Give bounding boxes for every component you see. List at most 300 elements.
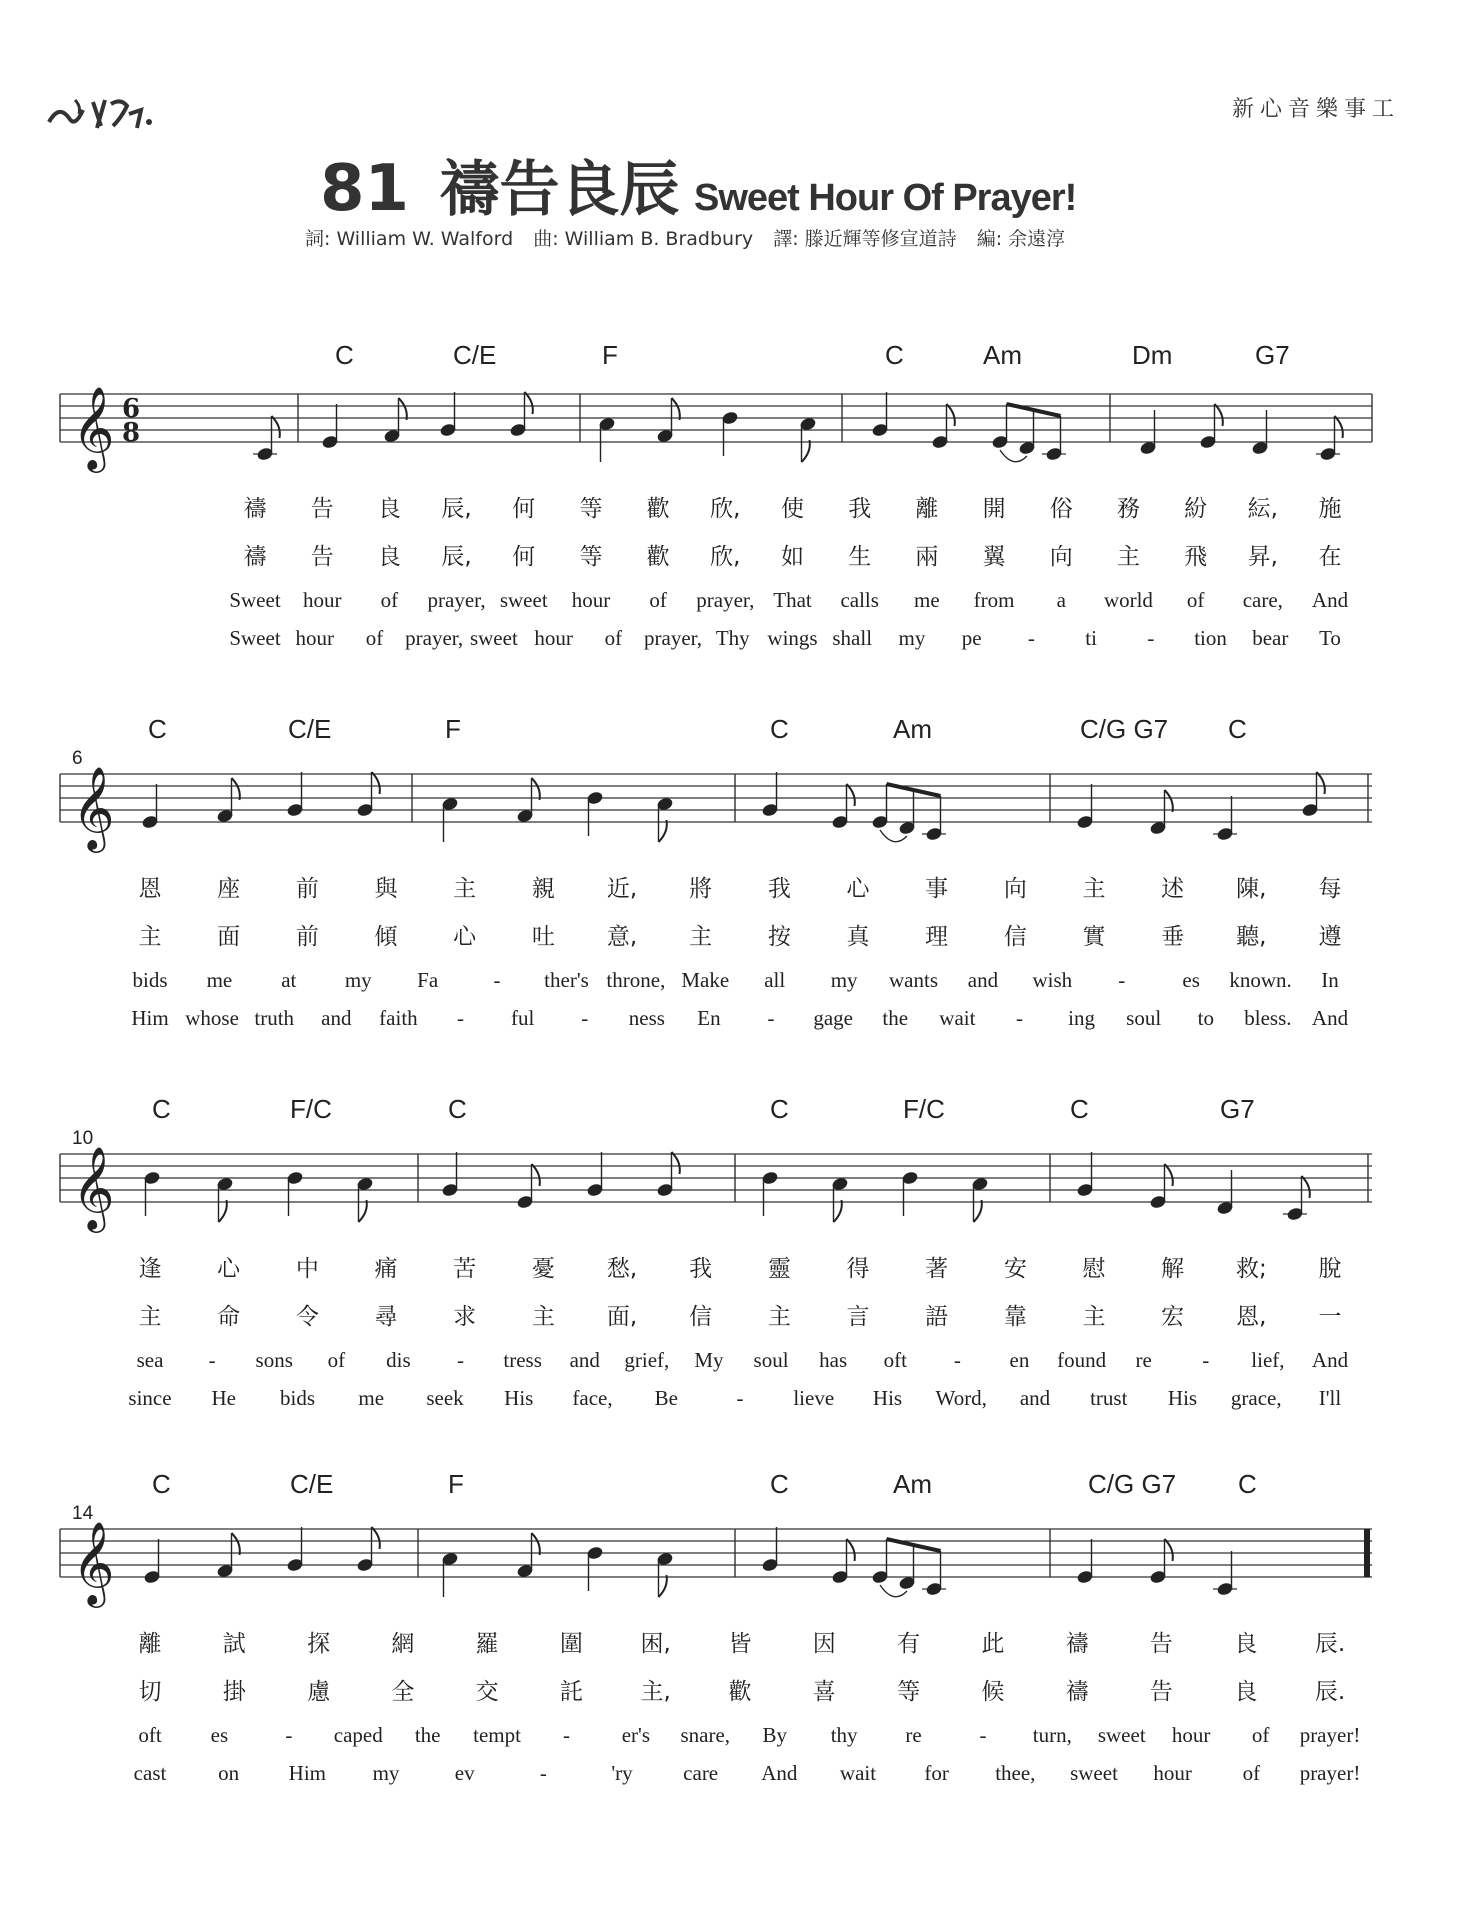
lyric-syllable: 施 xyxy=(1318,496,1342,522)
lyric-syllable: 主 xyxy=(1116,544,1140,570)
lyric-syllable: faith xyxy=(379,1006,418,1030)
lyric-syllable: 我 xyxy=(767,876,791,902)
lyric-syllable: Thy xyxy=(715,626,750,650)
chord-symbol: C/E xyxy=(288,714,332,744)
lyric-syllable: prayer, xyxy=(405,626,464,650)
lyric-syllable: sons xyxy=(255,1348,293,1372)
chord-symbol: C xyxy=(148,714,167,744)
lyric-syllable: 使 xyxy=(781,496,804,522)
lyric-syllable: - xyxy=(1202,1348,1210,1372)
lyric-syllable: my xyxy=(344,968,372,992)
note-flag xyxy=(1165,790,1173,812)
lyric-syllable: 宏 xyxy=(1161,1304,1185,1330)
lyric-syllable: sea xyxy=(136,1348,164,1372)
lyric-syllable: 紛 xyxy=(1184,496,1208,522)
lyric-syllable: 生 xyxy=(848,544,872,570)
lyric-syllable: 逢 xyxy=(138,1256,162,1282)
lyric-syllable: By xyxy=(762,1723,787,1747)
title-chinese: 禱告良辰 xyxy=(439,155,680,225)
lyrics-line xyxy=(0,1625,1470,1655)
lyric-syllable: 此 xyxy=(981,1631,1005,1657)
lyric-syllable: 主, xyxy=(640,1679,671,1705)
lyric-syllable: wish xyxy=(1032,968,1073,992)
lyric-syllable: oft xyxy=(883,1348,907,1372)
lyric-syllable: - xyxy=(1027,626,1035,650)
lyrics-line xyxy=(0,1348,1470,1378)
lyric-syllable: the xyxy=(414,1723,441,1747)
lyric-syllable: dis xyxy=(386,1348,411,1372)
lyric-syllable: 網 xyxy=(391,1631,415,1657)
lyric-syllable: grace, xyxy=(1230,1386,1282,1410)
note-flag xyxy=(532,1533,540,1555)
lyric-syllable: 等 xyxy=(897,1679,921,1705)
lyric-syllable: 告 xyxy=(1149,1679,1173,1705)
lyric-syllable: 禱 xyxy=(243,544,267,570)
lyric-syllable: 安 xyxy=(1003,1256,1027,1282)
lyric-syllable: 面 xyxy=(217,924,241,950)
lyric-syllable: and xyxy=(321,1006,352,1030)
lyric-syllable: sweet xyxy=(499,588,548,612)
lyric-syllable: ing xyxy=(1068,1006,1095,1030)
treble-clef: 𝄞 xyxy=(72,765,115,849)
lyric-syllable: Fa xyxy=(417,968,439,992)
note-flag xyxy=(399,398,407,420)
lyric-syllable: 靠 xyxy=(1003,1304,1027,1330)
lyric-syllable: 有 xyxy=(897,1631,921,1657)
lyric-syllable: Sweet xyxy=(229,626,281,650)
lyric-syllable: of xyxy=(1186,588,1205,612)
lyric-syllable: 事 xyxy=(925,876,949,902)
lyric-syllable: - xyxy=(1015,1006,1023,1030)
lyric-syllable: And xyxy=(761,1761,798,1785)
chord-symbol: C xyxy=(152,1469,171,1499)
lyrics-line xyxy=(0,626,1470,656)
lyric-syllable: 聽, xyxy=(1236,924,1267,950)
lyric-syllable: prayer! xyxy=(1299,1761,1361,1785)
lyric-syllable: 辰, xyxy=(441,496,472,522)
lyric-syllable: His xyxy=(1167,1386,1198,1410)
lyric-syllable: es xyxy=(1182,968,1200,992)
lyric-syllable: - xyxy=(979,1723,987,1747)
lyric-syllable: tion xyxy=(1194,626,1227,650)
chord-symbol: C xyxy=(770,1469,789,1499)
lyric-syllable: 向 xyxy=(1049,544,1073,570)
lyric-syllable: re xyxy=(1135,1348,1152,1372)
lyrics-line xyxy=(0,1298,1470,1328)
score-system xyxy=(0,1090,1470,1450)
lyric-syllable: lieve xyxy=(793,1386,835,1410)
lyric-syllable: 主 xyxy=(1082,1304,1106,1330)
lyric-syllable: 遵 xyxy=(1318,924,1342,950)
chord-symbol: C xyxy=(885,340,904,370)
note-flag xyxy=(659,820,667,842)
lyric-syllable: sweet xyxy=(1070,1761,1118,1785)
lyric-syllable: 一 xyxy=(1318,1304,1342,1330)
lyric-syllable: And xyxy=(1311,588,1349,612)
lyric-syllable: on xyxy=(218,1761,240,1785)
chord-symbol: C xyxy=(1070,1094,1089,1124)
lyric-syllable: 中 xyxy=(295,1256,319,1282)
lyric-syllable: 按 xyxy=(767,924,791,950)
lyric-syllable: thy xyxy=(830,1723,858,1747)
chord-symbol: C xyxy=(1228,714,1247,744)
lyric-syllable: care xyxy=(683,1761,719,1785)
credits xyxy=(305,224,1079,251)
lyric-syllable: 慰 xyxy=(1082,1256,1106,1282)
lyric-syllable: 面, xyxy=(606,1304,638,1330)
lyric-syllable: His xyxy=(872,1386,903,1410)
lyric-syllable: 良 xyxy=(1234,1679,1258,1705)
lyric-syllable: - xyxy=(539,1761,547,1785)
measure-number: 14 xyxy=(72,1503,94,1524)
lyric-syllable: Him xyxy=(131,1006,169,1030)
lyric-syllable: of xyxy=(327,1348,346,1372)
lyric-syllable: And xyxy=(1311,1006,1349,1030)
lyric-syllable: caped xyxy=(333,1723,383,1747)
lyric-syllable: of xyxy=(604,626,623,650)
lyric-syllable: 欣, xyxy=(710,544,741,570)
lyric-syllable: 如 xyxy=(781,544,804,570)
note-flag xyxy=(834,1200,842,1222)
lyric-syllable: care, xyxy=(1242,588,1283,612)
lyric-syllable: 真 xyxy=(846,924,870,950)
treble-clef: 𝄞 xyxy=(72,1145,115,1229)
lyric-syllable: thee, xyxy=(995,1761,1036,1785)
lyric-syllable: hour xyxy=(1153,1761,1192,1785)
lyric-syllable: cast xyxy=(133,1761,167,1785)
note-flag xyxy=(672,398,680,420)
lyric-syllable: hour xyxy=(1171,1723,1211,1747)
lyric-syllable: prayer, xyxy=(427,588,486,612)
lyric-syllable: His xyxy=(504,1386,534,1410)
lyric-syllable: In xyxy=(1321,968,1339,992)
lyric-syllable: 掛 xyxy=(222,1679,246,1705)
lyric-syllable: 與 xyxy=(374,876,398,902)
lyric-syllable: 親 xyxy=(531,876,555,902)
lyric-syllable: 切 xyxy=(138,1679,162,1705)
lyric-syllable: sweet xyxy=(469,626,518,650)
lyric-syllable: truth xyxy=(254,1006,295,1030)
lyric-syllable: 因 xyxy=(812,1631,836,1657)
lyric-syllable: ev xyxy=(454,1761,475,1785)
lyric-syllable: gage xyxy=(813,1006,853,1030)
note-flag xyxy=(974,1200,982,1222)
note-flag xyxy=(802,440,810,462)
lyric-syllable: wait xyxy=(839,1761,877,1785)
lyrics-line xyxy=(0,1006,1470,1036)
lyrics-line xyxy=(0,1250,1470,1280)
translator: 譯: 滕近輝等修宣道詩 xyxy=(773,228,957,250)
lyric-syllable: 痛 xyxy=(374,1256,398,1282)
lyric-syllable: 恩, xyxy=(1236,1304,1267,1330)
lyric-syllable: Sweet xyxy=(229,588,281,612)
lyric-syllable: 'ry xyxy=(611,1761,633,1785)
lyric-syllable: 欣, xyxy=(710,496,741,522)
lyrics-line xyxy=(0,1723,1470,1753)
lyric-syllable: soul xyxy=(753,1348,789,1372)
note-flag xyxy=(1335,416,1343,438)
lyric-syllable: from xyxy=(973,588,1015,612)
lyric-syllable: - xyxy=(493,968,501,992)
lyric-syllable: 苦 xyxy=(453,1256,477,1282)
lyric-syllable: 我 xyxy=(848,496,872,522)
lyric-syllable: 述 xyxy=(1161,876,1185,902)
treble-clef: 𝄞 xyxy=(72,1520,115,1604)
score-system xyxy=(0,330,1470,690)
lyric-syllable: 候 xyxy=(981,1679,1005,1705)
lyric-syllable: since xyxy=(128,1386,172,1410)
lyric-syllable: 得 xyxy=(846,1256,870,1282)
lyric-syllable: 翼 xyxy=(982,544,1006,570)
lyric-syllable: grief, xyxy=(624,1348,670,1372)
lyric-syllable: the xyxy=(882,1006,909,1030)
hymn-number: 81 xyxy=(320,152,410,226)
lyric-syllable: ther's xyxy=(544,968,589,992)
lyric-syllable: 恩 xyxy=(138,876,162,902)
lyric-syllable: me xyxy=(914,588,940,612)
chord-symbol: C/E xyxy=(453,340,497,370)
lyric-syllable: wings xyxy=(767,626,818,650)
chord-symbol: G7 xyxy=(1255,340,1290,370)
lyric-syllable: 求 xyxy=(453,1304,477,1330)
lyric-syllable: 主 xyxy=(453,876,477,902)
note-flag xyxy=(947,404,955,426)
lyric-syllable: 著 xyxy=(925,1256,949,1282)
lyrics-line xyxy=(0,1673,1470,1703)
chord-symbol: F xyxy=(602,340,618,370)
lyric-syllable: 脫 xyxy=(1318,1256,1342,1282)
lyric-syllable: 告 xyxy=(310,544,334,570)
lyric-syllable: bids xyxy=(279,1386,316,1410)
note-flag xyxy=(847,1539,855,1561)
lyric-syllable: ness xyxy=(628,1006,665,1030)
lyric-syllable: of xyxy=(649,588,667,612)
lyric-syllable: And xyxy=(1311,1348,1349,1372)
time-signature-bottom: 8 xyxy=(122,418,141,448)
title-english: Sweet Hour Of Prayer! xyxy=(693,177,1077,219)
note-flag xyxy=(359,1200,367,1222)
chord-symbol: C xyxy=(1238,1469,1257,1499)
lyric-syllable: Him xyxy=(288,1761,326,1785)
lyric-syllable: 良 xyxy=(377,544,401,570)
lyric-syllable: 心 xyxy=(453,924,477,950)
lyric-syllable: 前 xyxy=(295,924,319,950)
lyric-syllable: 每 xyxy=(1318,876,1342,902)
chord-symbol: C xyxy=(448,1094,467,1124)
chord-symbol: F/C xyxy=(903,1094,945,1124)
lyric-syllable: prayer, xyxy=(644,626,703,650)
note-flag xyxy=(1302,1176,1310,1198)
lyric-syllable: lief, xyxy=(1251,1348,1285,1372)
lyric-syllable: soul xyxy=(1126,1006,1162,1030)
chord-symbol: Am xyxy=(893,714,932,744)
lyric-syllable: 尋 xyxy=(374,1304,398,1330)
lyric-syllable: 主 xyxy=(767,1304,791,1330)
lyric-syllable: 實 xyxy=(1082,924,1106,950)
lyric-syllable: wants xyxy=(889,968,939,992)
lyric-syllable: 傾 xyxy=(374,924,398,950)
lyrics-line xyxy=(0,918,1470,948)
lyric-syllable: bear xyxy=(1252,626,1289,650)
lyric-syllable: Make xyxy=(681,968,730,992)
lyric-syllable: 禱 xyxy=(1065,1631,1089,1657)
lyrics-line xyxy=(0,870,1470,900)
note-flag xyxy=(532,778,540,800)
lyric-syllable: whose xyxy=(185,1006,239,1030)
lyric-syllable: hour xyxy=(295,626,334,650)
lyric-syllable: 座 xyxy=(217,876,241,902)
lyric-syllable: 託 xyxy=(559,1679,583,1705)
lyric-syllable: for xyxy=(924,1761,949,1785)
lyric-syllable: 交 xyxy=(475,1679,499,1705)
lyric-syllable: en xyxy=(1009,1348,1030,1372)
note-flag xyxy=(1165,1164,1173,1186)
lyric-syllable: 垂 xyxy=(1161,924,1185,950)
lyric-syllable: 等 xyxy=(579,544,603,570)
lyric-syllable: calls xyxy=(840,588,879,612)
lyric-syllable: hour xyxy=(571,588,611,612)
lyric-syllable: 紜, xyxy=(1247,496,1278,522)
note-flag xyxy=(847,784,855,806)
lyric-syllable: 語 xyxy=(925,1304,949,1330)
lyric-syllable: - xyxy=(736,1386,744,1410)
lyric-syllable: He xyxy=(211,1386,236,1410)
lyric-syllable: all xyxy=(764,968,786,992)
score-system xyxy=(0,710,1470,1070)
chord-symbol: C/G G7 xyxy=(1080,714,1169,744)
note-flag xyxy=(272,416,280,438)
lyric-syllable: 告 xyxy=(1149,1631,1173,1657)
lyric-syllable: of xyxy=(1242,1761,1261,1785)
lyrics-line xyxy=(0,1386,1470,1416)
lyrics-line xyxy=(0,490,1470,520)
lyric-syllable: snare, xyxy=(680,1723,731,1747)
lyric-syllable: er's xyxy=(621,1723,651,1747)
chord-symbol: F xyxy=(448,1469,464,1499)
lyric-syllable: 言 xyxy=(846,1304,870,1330)
note-flag xyxy=(659,1575,667,1597)
lyric-syllable: 信 xyxy=(1003,924,1027,950)
note-flag xyxy=(525,392,533,414)
lyric-syllable: - xyxy=(1118,968,1126,992)
lyrics-line xyxy=(0,588,1470,618)
lyric-syllable: seek xyxy=(426,1386,464,1410)
chord-symbol: Dm xyxy=(1132,340,1173,370)
note-flag xyxy=(1165,1539,1173,1561)
note-flag xyxy=(1317,772,1325,794)
song-title xyxy=(320,142,1076,228)
lyric-syllable: and xyxy=(569,1348,600,1372)
ministry-name: 新心音樂事工 xyxy=(1231,97,1400,122)
lyric-syllable: 前 xyxy=(295,876,319,902)
measure-number: 10 xyxy=(72,1128,94,1149)
note-flag xyxy=(532,1164,540,1186)
lyric-syllable: hour xyxy=(302,588,342,612)
lyric-syllable: - xyxy=(457,1006,465,1030)
lyric-syllable: - xyxy=(562,1723,570,1747)
lyric-syllable: shall xyxy=(832,626,873,650)
lyric-syllable: re xyxy=(905,1723,922,1747)
lyric-syllable: - xyxy=(953,1348,961,1372)
lyric-syllable: - xyxy=(581,1006,589,1030)
lyric-syllable: 解 xyxy=(1161,1256,1185,1282)
lyric-syllable: 向 xyxy=(1003,876,1027,902)
lyric-syllable: That xyxy=(773,588,812,612)
chord-symbol: Am xyxy=(893,1469,932,1499)
lyric-syllable: 在 xyxy=(1318,544,1342,570)
note-flag xyxy=(372,1527,380,1549)
lyric-syllable: 我 xyxy=(689,1256,713,1282)
lyric-syllable: Word, xyxy=(935,1386,987,1410)
lyric-syllable: My xyxy=(694,1348,724,1372)
lyric-syllable: bless. xyxy=(1244,1006,1292,1030)
lyric-syllable: prayer! xyxy=(1299,1723,1361,1747)
lyric-syllable: my xyxy=(830,968,858,992)
note-flag xyxy=(372,772,380,794)
lyric-syllable: a xyxy=(1056,588,1066,612)
lyric-syllable: 昇, xyxy=(1247,544,1278,570)
lyric-syllable: 憂 xyxy=(531,1256,555,1282)
note-flag xyxy=(672,1152,680,1174)
lyric-syllable: 羅 xyxy=(475,1631,499,1657)
lyric-syllable: 試 xyxy=(222,1631,246,1657)
chord-symbol: Am xyxy=(983,340,1022,370)
lyric-syllable: my xyxy=(898,626,926,650)
lyric-syllable: bids xyxy=(132,968,168,992)
lyric-syllable: 禱 xyxy=(243,496,267,522)
measure-number: 6 xyxy=(72,748,83,769)
lyric-syllable: at xyxy=(281,968,297,992)
lyric-syllable: 困, xyxy=(640,1631,671,1657)
lyric-syllable: me xyxy=(358,1386,385,1410)
lyric-syllable: 陳, xyxy=(1236,876,1267,902)
lyric-syllable: 告 xyxy=(310,496,334,522)
lyric-syllable: known. xyxy=(1229,968,1292,992)
score-system xyxy=(0,1465,1470,1825)
lyric-syllable: and xyxy=(967,968,999,992)
final-barline xyxy=(1364,1529,1370,1577)
lyric-syllable: trust xyxy=(1090,1386,1128,1410)
lyric-syllable: to xyxy=(1197,1006,1214,1030)
lyric-syllable: 令 xyxy=(295,1304,319,1330)
lyric-syllable: oft xyxy=(138,1723,162,1747)
lyric-syllable: 命 xyxy=(217,1304,241,1330)
lyric-syllable: I'll xyxy=(1318,1386,1342,1410)
lyric-syllable: 主 xyxy=(689,924,713,950)
lyric-syllable: 信 xyxy=(689,1304,713,1330)
lyric-syllable: sweet xyxy=(1097,1723,1146,1747)
lyric-syllable: 喜 xyxy=(812,1679,836,1705)
lyric-syllable: turn, xyxy=(1032,1723,1072,1747)
lyric-syllable: 兩 xyxy=(915,544,939,570)
lyric-syllable: 愁, xyxy=(606,1256,638,1282)
lyric-syllable: 將 xyxy=(689,876,713,902)
lyric-syllable: 理 xyxy=(925,924,949,950)
lyric-syllable: - xyxy=(285,1723,293,1747)
lyric-syllable: 開 xyxy=(982,496,1006,522)
lyric-syllable: 禱 xyxy=(1065,1679,1089,1705)
lyric-syllable: 近, xyxy=(606,876,638,902)
lyric-syllable: 離 xyxy=(138,1631,162,1657)
lyric-syllable: 探 xyxy=(307,1631,331,1657)
lyric-syllable: prayer, xyxy=(696,588,755,612)
lyric-syllable: throne, xyxy=(606,968,666,992)
note-flag xyxy=(232,1533,240,1555)
lyric-syllable: 皆 xyxy=(728,1631,752,1657)
chord-symbol: F/C xyxy=(290,1094,332,1124)
chord-symbol: C xyxy=(335,340,354,370)
lyrics-line xyxy=(0,968,1470,998)
